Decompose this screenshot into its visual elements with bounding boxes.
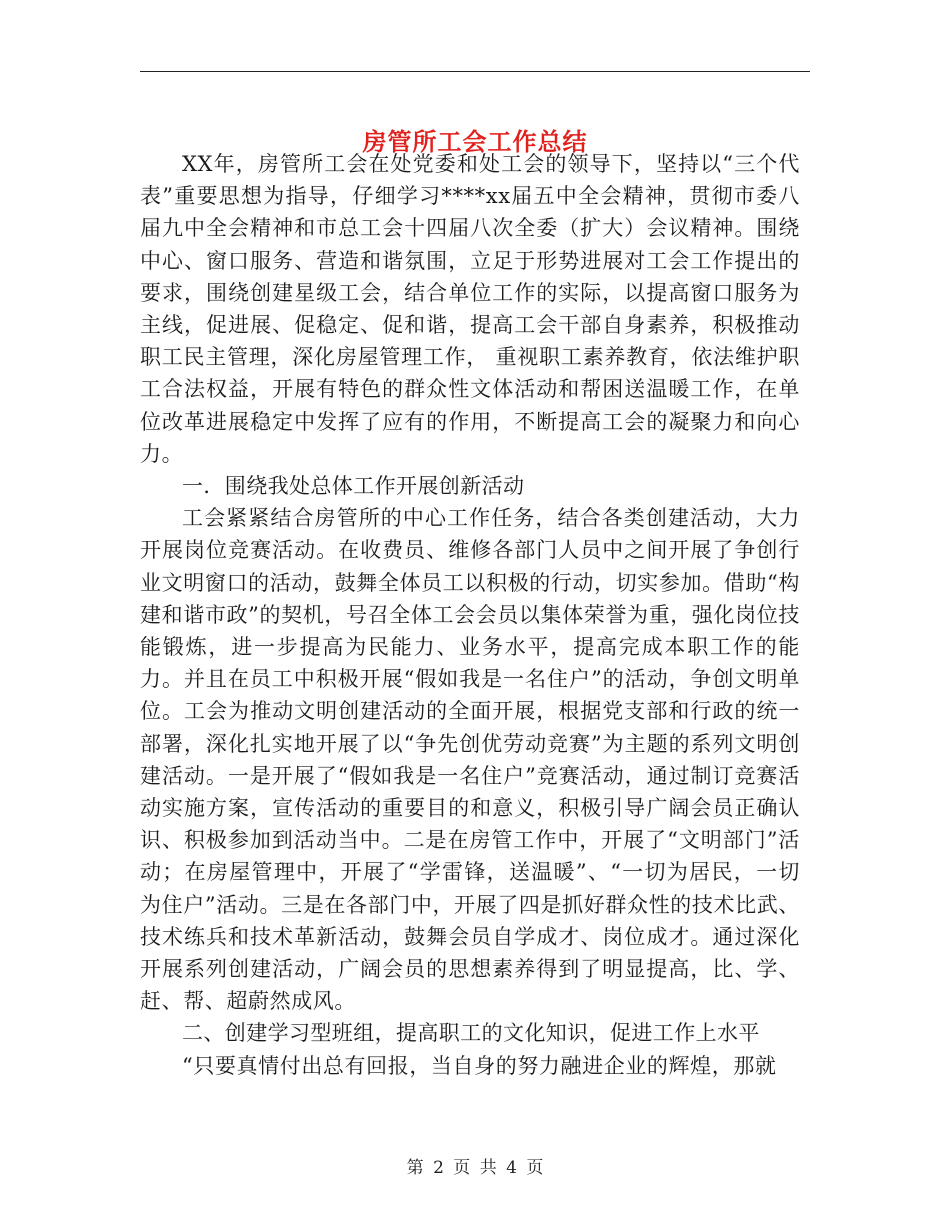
header-rule bbox=[140, 71, 810, 72]
paragraph-section-2: “只要真情付出总有回报，当自身的努力融进企业的辉煌，那就 bbox=[182, 1053, 777, 1078]
document-body bbox=[140, 148, 800, 1082]
paragraph-intro: XX年，房管所工会在处党委和处工会的领导下，坚持以“三个代表”重要思想为指导，仔细学习****xx届五中全会精神，贯彻市委八届九中全会精神和市总工会十四届八次全委（扩大）会议精神。围绕中心、窗口服务、营造和谐氛围，立足于形势进展对工会工作提出的要求，围绕创建星级工会，结合单位工作的实际，以提高窗口服务为主线，促进展、促稳定、促和谐，提高工会干部自身素养，积极推动职工民主管理，深化房屋管理工作， 重视职工素养教育，依法维护职工合法权益，开展有特色的群众性文体活动和帮困送温暖工作，在单位改革进展稳定中发挥了应有的作用，不断提高工会的凝聚力和向心力。 bbox=[140, 152, 800, 466]
section-heading-1: 一．围绕我处总体工作开展创新活动 bbox=[182, 474, 525, 499]
document-title: 房管所工会工作总结 bbox=[362, 127, 588, 157]
page-number-footer: 第 2 页 共 4 页 bbox=[406, 1158, 544, 1178]
section-heading-2: 二、创建学习型班组，提高职工的文化知识，促进工作上水平 bbox=[182, 1021, 760, 1046]
paragraph-section-1: 工会紧紧结合房管所的中心工作任务，结合各类创建活动，大力开展岗位竞赛活动。在收费员、维修各部门人员中之间开展了争创行业文明窗口的活动，鼓舞全体员工以积极的行动，切实参加。借助“构建和谐市政”的契机，号召全体工会会员以集体荣誉为重，强化岗位技能锻炼，进一步提高为民能力、业务水平，提高完成本职工作的能力。并且在员工中积极开展“假如我是一名住户”的活动，争创文明单位。工会为推动文明创建活动的全面开展，根据党支部和行政的统一部署，深化扎实地开展了以“争先创优劳动竞赛”为主题的系列文明创建活动。一是开展了“假如我是一名住户”竞赛活动，通过制订竞赛活动实施方案，宣传活动的重要目的和意义，积极引导广阔会员正确认识、积极参加到活动当中。二是在房管工作中，开展了“文明部门”活动；在房屋管理中，开展了“学雷锋，送温暖”、“一切为居民，一切为住户”活动。三是在各部门中，开展了四是抓好群众性的技术比武、技术练兵和技术革新活动，鼓舞会员自学成才、岗位成才。通过深化开展系列创建活动，广阔会员的思想素养得到了明显提高，比、学、赶、帮、超蔚然成风。 bbox=[140, 506, 800, 1014]
